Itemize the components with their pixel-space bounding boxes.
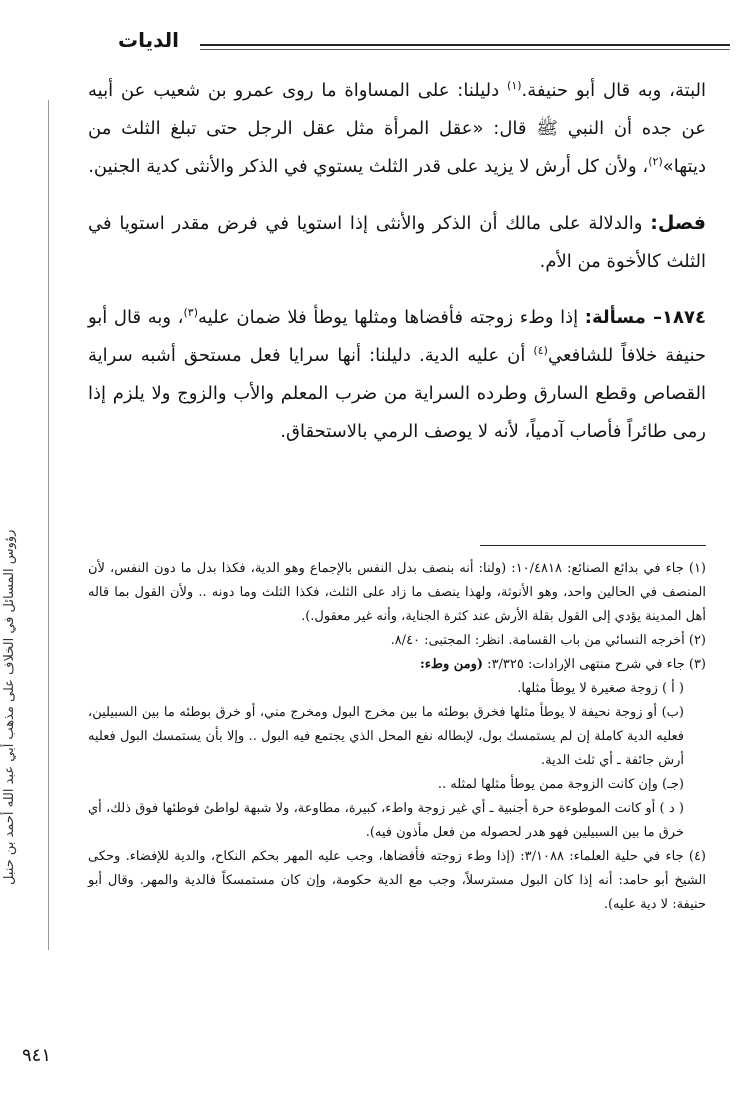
- footnote-4: (٤) جاء في حلية العلماء: ٣/١٠٨٨: (إذا وطء زوجته فأفضاها، وجب عليه المهر بحكم النكاح، والدية للإفضاء. وحكى الشيخ أبو حامد: أنه إذا كان البول مسترسلاً، وجب مع الدية حكومة، وإن كان مستمسكاً فالدية والمهر. وقال أبو حنيفة: لا دية عليه).: [88, 849, 706, 912]
- footnote-2: (٢) أخرجه النسائي من باب القسامة. انظر: المجتبى: ٨/٤٠.: [390, 633, 706, 648]
- main-text: [88, 72, 706, 451]
- paragraph-issue: ١٨٧٤– مسألة: إذا وطء زوجته فأفضاها ومثلها يوطأ فلا ضمان عليه$^{(٣)}$، وبه قال أبو حنيفة خلافاً للشافعي$^{(٤)}$ أن عليه الدية. دليلنا: أنها سرايا فعل مستحق أشبه سراية القصاص وقطع السارق وطرده السراية من ضرب المعلم والأب والزوج ولا يلزم إذا رمى طائراً فأصاب آدمياً، لأنه لا يوصف الرمي بالاستحقاق.: [88, 306, 706, 442]
- footnote-3-b: (ب) أو زوجة نحيفة لا يوطأ مثلها فخرق بوطئه ما بين مخرج البول ومخرج مني، أو خرق بوطئه ما بين السبيلين، فعليه الدية كاملة إن لم يستمسك بول، لإبطاله نفع المحل الذي يجتمع فيه البول .. وإلا بأن يستمسك البول فعليه أرش جائفة ـ أي ثلث الدية.: [88, 705, 684, 768]
- footnote-3: (٣) جاء في شرح منتهى الإرادات: ٣/٣٢٥: (ومن وطء:: [420, 657, 706, 672]
- header-rule-thin: [200, 49, 730, 50]
- footnotes: [88, 557, 706, 917]
- footnote-3-a: ( أ ) زوجة صغيرة لا يوطأ مثلها.: [517, 681, 684, 696]
- paragraph-fasl: فصل: والدلالة على مالك أن الذكر والأنثى إذا استويا في فرض مقدر استويا في الثلث كالأخوة من الأم.: [88, 212, 706, 272]
- footnote-1: (١) جاء في بدائع الصنائع: ١٠/٤٨١٨: (ولنا: أنه بنصف بدل النفس بالإجماع وهو الدية، فكذا بدل ما دون النفس، لأن المنصف في الحالين واحد، وهو الأنوثة، ولهذا ينصف ما زاد على الثلث، فكذا الثلث وما دونه .. ولأن القول بما قاله أهل المدينة يؤدي إلى القول بقلة الأرش عند كثرة الجناية، وأنه غير معقول.).: [88, 561, 706, 624]
- footnote-3-c: (جـ) وإن كانت الزوجة ممن يوطأ مثلها لمثله ..: [437, 777, 684, 792]
- footnote-ref-4: (٤): [533, 344, 548, 357]
- footnote-separator: [480, 545, 706, 546]
- footnote-ref-1: (١): [507, 79, 522, 92]
- fasl-label: فصل:: [650, 212, 706, 234]
- footnote-3-d: ( د ) أو كانت الموطوءة حرة أجنبية ـ أي غير زوجة واطء، كبيرة، مطاوعة، ولا شبهة لواطئ فوطئها فوق ذلك، أي خرق ما بين السبيلين فهو هدر لحصوله من فعل مأذون فيه).: [88, 801, 684, 840]
- issue-number: ١٨٧٤: [662, 307, 706, 328]
- page-number: ٩٤١: [22, 1045, 52, 1066]
- footnote-ref-3: (٣): [183, 306, 198, 319]
- header-rule: [200, 44, 730, 46]
- page-header-title: الديات: [118, 28, 180, 52]
- issue-label: – مسألة:: [584, 307, 663, 328]
- footnote-ref-2: (٢): [648, 155, 663, 168]
- paragraph-1: البتة، وبه قال أبو حنيفة.$^{(١)}$ دليلنا: على المساواة ما روى عمرو بن شعيب عن أبيه عن جده أن النبي ﷺ قال: «عقل المرأة مثل عقل الرجل حتى تبلغ الثلث من ديتها»$^{(٢)}$، ولأن كل أرش لا يزيد على قدر الثلث يستوي في الذكر والأنثى كدية الجنين.: [88, 79, 706, 177]
- side-running-title: رؤوس المسائل في الخلاف على مذهب أبي عبد الله أحمد بن حنبل: [2, 530, 17, 886]
